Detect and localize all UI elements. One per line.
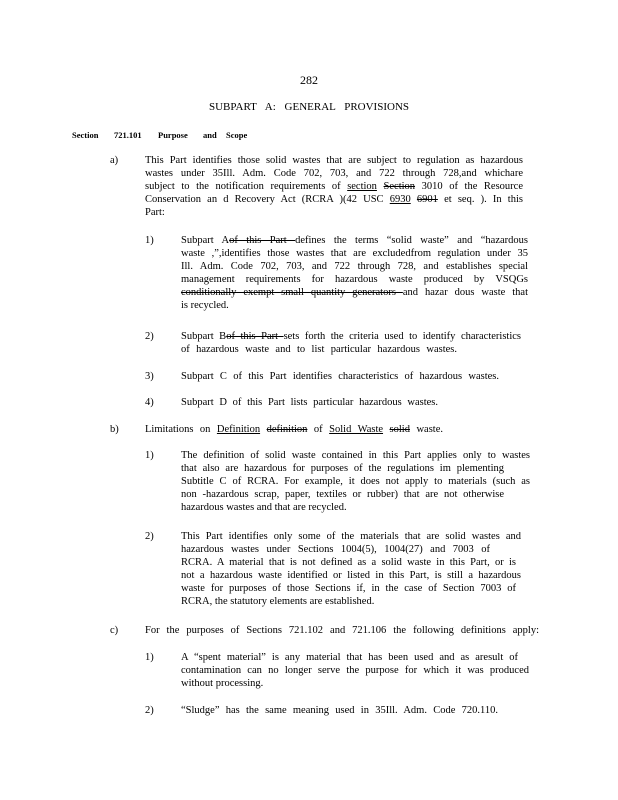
deleted-text: 6901 <box>416 194 438 205</box>
text-line: not a hazardous waste identified or listed in this Part, is still a hazardous <box>181 570 521 581</box>
text-line: waste ,”,identifies those wastes that are excludedfrom regulation under 35 <box>181 248 528 259</box>
inserted-text: Solid Waste <box>329 424 384 435</box>
text-line: hazardous wastes under Sections 1004(5), 1004(27) and 7003 of <box>181 544 490 555</box>
section-number: 721.101 <box>114 130 142 140</box>
item-label: 1) <box>145 450 154 461</box>
item-label: 1) <box>145 652 154 663</box>
text-line: A “spent material” is any material that has been used and as aresult of <box>181 652 518 663</box>
subsection-label: b) <box>110 424 119 435</box>
text-line: wastes under 35Ill. Adm. Code 702, 703, and 722 through 728,and whichare <box>145 168 523 179</box>
subsection-label: c) <box>110 625 119 636</box>
section-title-and: and <box>203 130 217 140</box>
text-line: Subpart C of this Part identifies characteristics of hazardous wastes. <box>181 371 499 382</box>
item-label: 2) <box>145 531 154 542</box>
subsection-label: a) <box>110 155 119 166</box>
text-line: conditionally exempt small quantity generators and hazar dous waste that <box>181 287 528 298</box>
deleted-text: of this Part <box>226 331 284 342</box>
text-line: Limitations on Definition definition of Solid Waste solid waste. <box>145 424 443 435</box>
text-line: is recycled. <box>181 300 229 311</box>
deleted-text: Section <box>383 181 416 192</box>
item-label: 3) <box>145 371 154 382</box>
text-line: Subpart Aof this Part defines the terms “solid waste” and “hazardous <box>181 235 528 246</box>
text-line: that also are hazardous for purposes of the regulations im plementing <box>181 463 504 474</box>
text-line: hazardous wastes and that are recycled. <box>181 502 347 513</box>
inserted-text: section <box>347 181 377 192</box>
text-line: management requirements for hazardous waste produced by VSQGs <box>181 274 528 285</box>
text-line: This Part identifies only some of the materials that are solid wastes and <box>181 531 521 542</box>
text-line: Part: <box>145 207 165 218</box>
deleted-text: definition <box>266 424 308 435</box>
subpart-heading: SUBPART A: GENERAL PROVISIONS <box>209 101 409 113</box>
section-title-purpose: Purpose <box>158 130 188 140</box>
text-line: “Sludge” has the same meaning used in 35Ill. Adm. Code 720.110. <box>181 705 498 716</box>
text-line: Ill. Adm. Code 702, 703, and 722 through 728, and establishes special <box>181 261 528 272</box>
section-word: Section <box>72 130 99 140</box>
text-line: contamination can no longer serve the purpose for which it was produced <box>181 665 529 676</box>
text-line: of hazardous waste and to list particular hazardous wastes. <box>181 344 457 355</box>
item-label: 4) <box>145 397 154 408</box>
deleted-text: of this Part <box>229 235 296 246</box>
text-line: without processing. <box>181 678 264 689</box>
text-line: RCRA, the statutory elements are established. <box>181 596 375 607</box>
text-line: Subtitle C of RCRA. For example, it does not apply to materials (such as <box>181 476 530 487</box>
inserted-text: Definition <box>216 424 261 435</box>
item-label: 1) <box>145 235 154 246</box>
text-line: Subpart D of this Part lists particular hazardous wastes. <box>181 397 438 408</box>
text-line: waste for purposes of those Sections if, in the case of Section 7003 of <box>181 583 516 594</box>
inserted-text: 6930 <box>389 194 411 205</box>
item-label: 2) <box>145 331 154 342</box>
text-line: Subpart Bof this Part sets forth the criteria used to identify characteristics <box>181 331 521 342</box>
text-line: non -hazardous scrap, paper, textiles or rubber) that are not otherwise <box>181 489 504 500</box>
text-line: The definition of solid waste contained in this Part applies only to wastes <box>181 450 530 461</box>
text-line: This Part identifies those solid wastes that are subject to regulation as hazardous <box>145 155 523 166</box>
text-line: subject to the notification requirements of section Section 3010 of the Resource <box>145 181 523 192</box>
item-label: 2) <box>145 705 154 716</box>
deleted-text: conditionally exempt small quantity generators <box>181 287 403 298</box>
deleted-text: solid <box>389 424 410 435</box>
page-number: 282 <box>300 73 318 87</box>
text-line: For the purposes of Sections 721.102 and 721.106 the following definitions apply: <box>145 625 539 636</box>
text-line: RCRA. A material that is not defined as a solid waste in this Part, or is <box>181 557 516 568</box>
text-line: Conservation an d Recovery Act (RCRA )(42 USC 6930 6901 et seq. ). In this <box>145 194 523 205</box>
section-title-scope: Scope <box>226 130 248 140</box>
